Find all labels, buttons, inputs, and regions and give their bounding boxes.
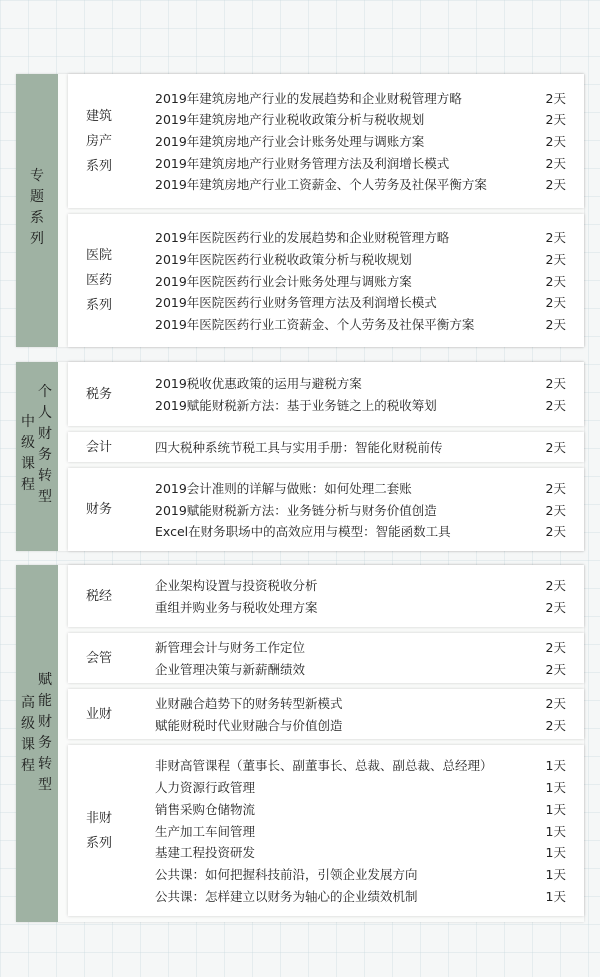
- course-row: [155, 270, 566, 292]
- course-row: [155, 394, 566, 416]
- course-title: 2019赋能财税新方法：基于业务链之上的税收筹划: [155, 397, 437, 413]
- course-duration: 2天: [545, 661, 566, 677]
- course-row: [155, 885, 566, 907]
- course-title: 2019年医院医药行业工资薪金、个人劳务及社保平衡方案: [155, 316, 475, 332]
- course-duration: 2天: [545, 177, 566, 193]
- course-duration: 1天: [545, 758, 566, 774]
- course-row: [155, 313, 566, 335]
- group-category: 建筑 房产 系列: [86, 108, 113, 174]
- course-duration: 1天: [545, 866, 566, 882]
- course-duration: 2天: [545, 717, 566, 733]
- course-row: [155, 636, 566, 658]
- group-category: 医院 医药 系列: [86, 248, 113, 313]
- course-duration: 1天: [545, 845, 566, 861]
- course-row: [155, 596, 566, 618]
- group-card-tax: [68, 362, 584, 426]
- course-duration: 2天: [545, 316, 566, 332]
- course-title: 2019年建筑房地产行业会计账务处理与调账方案: [155, 134, 425, 149]
- group-category: 税务: [86, 386, 113, 402]
- course-row: [155, 658, 566, 680]
- course-title: 2019税收优惠政策的运用与避税方案: [155, 376, 362, 392]
- course-duration: 2天: [545, 155, 566, 171]
- section-special-series: [16, 74, 584, 347]
- side-label-column: 赋 能 财 务 转 型: [38, 672, 52, 793]
- group-card-management-accounting: [68, 633, 584, 683]
- course-duration: 2天: [545, 578, 566, 594]
- course-duration: 1天: [545, 780, 566, 796]
- course-title: 2019年建筑房地产行业税收政策分析与税收规划: [155, 112, 425, 128]
- course-duration: 1天: [545, 888, 566, 904]
- group-category: 业财: [86, 706, 113, 722]
- group-card-finance: [68, 468, 584, 551]
- course-row: [155, 248, 566, 270]
- course-title: 新管理会计与财务工作定位: [155, 640, 306, 656]
- course-title: 2019会计准则的详解与做账：如何处理二套账: [155, 480, 412, 496]
- course-row: [155, 798, 566, 820]
- side-label-column: 专 题 系 列: [30, 168, 44, 247]
- course-title: 2019年医院医药行业会计账务处理与调账方案: [155, 273, 412, 289]
- course-row: [155, 776, 566, 798]
- section-side-label: [16, 74, 58, 347]
- course-duration: 2天: [545, 397, 566, 413]
- group-category: 会计: [86, 439, 113, 455]
- course-row: [155, 755, 566, 777]
- course-title: 2019年医院医药行业的发展趋势和企业财税管理方略: [155, 230, 450, 246]
- course-row: [155, 108, 566, 130]
- course-duration: 2天: [545, 134, 566, 149]
- section-advanced-courses: [16, 565, 584, 922]
- group-card-accounting: [68, 432, 584, 462]
- course-duration: 2天: [545, 696, 566, 712]
- course-row: [155, 226, 566, 248]
- course-row: [155, 130, 566, 152]
- course-title: 2019年建筑房地产行业的发展趋势和企业财税管理方略: [155, 90, 462, 106]
- group-card-non-finance: [68, 745, 584, 916]
- group-card-business-finance: [68, 689, 584, 739]
- course-title: 2019年医院医药行业税收政策分析与税收规划: [155, 251, 412, 267]
- section-side-label: [16, 362, 58, 551]
- course-title: 生产加工车间管理: [155, 823, 256, 839]
- course-title: 公共课：如何把握科技前沿，引领企业发展方向: [155, 866, 418, 882]
- course-title: 2019年建筑房地产行业工资薪金、个人劳务及社保平衡方案: [155, 177, 487, 193]
- course-row: [155, 574, 566, 596]
- course-title: Excel在财务职场中的高效应用与模型：智能函数工具: [155, 524, 451, 540]
- course-title: 企业管理决策与新薪酬绩效: [155, 661, 306, 677]
- course-row: [155, 841, 566, 863]
- course-title: 2019年建筑房地产行业财务管理方法及利润增长模式: [155, 155, 450, 171]
- course-row: [155, 152, 566, 174]
- course-duration: 2天: [545, 524, 566, 540]
- course-duration: 2天: [545, 251, 566, 267]
- course-title: 重组并购业务与税收处理方案: [155, 599, 318, 615]
- course-row: [155, 820, 566, 842]
- course-title: 人力资源行政管理: [155, 780, 256, 796]
- course-row: [155, 520, 566, 542]
- course-title: 赋能财税时代业财融合与价值创造: [155, 717, 343, 733]
- course-row: [155, 692, 566, 714]
- course-duration: 2天: [545, 273, 566, 289]
- side-label-column: 中 级 课 程: [21, 414, 35, 493]
- course-duration: 2天: [545, 599, 566, 615]
- course-row: [155, 87, 566, 109]
- section-intermediate-courses: [16, 362, 584, 551]
- course-title: 业财融合趋势下的财务转型新模式: [155, 696, 343, 712]
- course-duration: 2天: [545, 112, 566, 128]
- course-title: 四大税种系统节税工具与实用手册：智能化财税前传: [155, 440, 443, 455]
- course-duration: 2天: [545, 640, 566, 656]
- course-duration: 1天: [545, 823, 566, 839]
- group-card-tax-economy: [68, 565, 584, 627]
- group-category: 非财 系列: [86, 810, 113, 851]
- side-label-column: 个 人 财 务 转 型: [38, 384, 52, 505]
- course-title: 基建工程投资研发: [155, 845, 256, 861]
- course-duration: 2天: [545, 230, 566, 246]
- group-category: 财务: [86, 502, 113, 517]
- course-duration: 2天: [545, 502, 566, 518]
- course-duration: 2天: [545, 90, 566, 106]
- course-duration: 2天: [545, 295, 566, 311]
- course-duration: 2天: [545, 376, 566, 392]
- course-duration: 1天: [545, 801, 566, 817]
- course-title: 公共课：怎样建立以财务为轴心的企业绩效机制: [155, 888, 418, 904]
- course-title: 2019年医院医药行业财务管理方法及利润增长模式: [155, 295, 437, 311]
- course-title: 2019赋能财税新方法：业务链分析与财务价值创造: [155, 502, 437, 518]
- course-row: [155, 291, 566, 313]
- course-title: 企业架构设置与投资税收分析: [155, 578, 318, 594]
- course-duration: 2天: [545, 480, 566, 496]
- course-row: [155, 436, 566, 458]
- course-row: [155, 174, 566, 196]
- group-card-construction: [68, 74, 584, 208]
- course-row: [155, 863, 566, 885]
- section-side-label: [16, 565, 58, 922]
- course-duration: 2天: [545, 440, 566, 455]
- side-label-column: 高 级 课 程: [21, 695, 35, 774]
- course-row: [155, 372, 566, 394]
- course-title: 非财高管课程（董事长、副董事长、总裁、副总裁、总经理）: [155, 758, 493, 774]
- course-title: 销售采购仓储物流: [155, 801, 256, 817]
- course-row: [155, 714, 566, 736]
- course-row: [155, 477, 566, 499]
- group-category: 税经: [86, 588, 113, 604]
- group-category: 会管: [86, 650, 113, 666]
- group-card-medical: [68, 214, 584, 347]
- course-row: [155, 499, 566, 521]
